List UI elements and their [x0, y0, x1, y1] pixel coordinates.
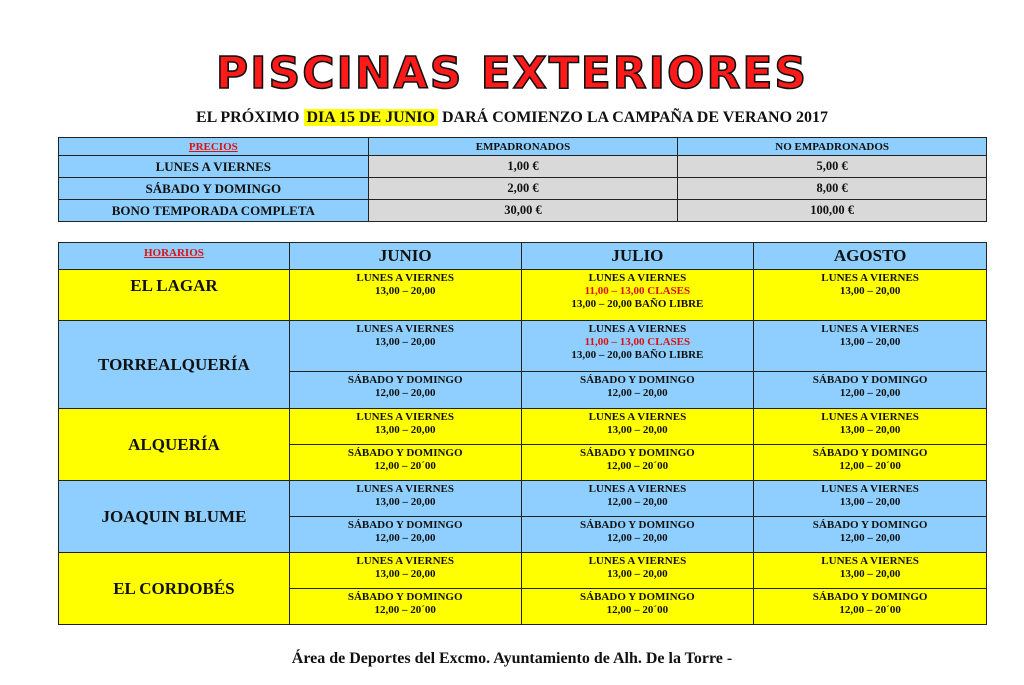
slot-time: 13,00 – 20,00	[374, 568, 436, 580]
slot-days: LUNES A VIERNES	[588, 272, 687, 284]
schedule-cell	[289, 445, 521, 481]
pool-row-joaquin-blume	[59, 481, 987, 517]
price-no-empadronados: 100,00 €	[678, 200, 987, 222]
slot-time: 13,00 – 20,00	[374, 336, 436, 348]
pool-name: JOAQUIN BLUME	[59, 481, 290, 553]
slot-days: LUNES A VIERNES	[821, 272, 919, 284]
subtitle-prefix: EL PRÓXIMO	[195, 109, 300, 126]
horarios-link[interactable]: HORARIOS	[143, 247, 204, 259]
slot-days: LUNES A VIERNES	[588, 483, 687, 495]
schedule-cell	[521, 481, 754, 517]
prices-header-row	[59, 138, 987, 156]
slot-time: 13,00 – 20,00	[374, 496, 436, 508]
slot-time: 12,00 – 20,00	[374, 387, 436, 399]
slot-days: SÁBADO Y DOMINGO	[580, 447, 695, 459]
slot-days: LUNES A VIERNES	[588, 323, 687, 335]
slot-days: SÁBADO Y DOMINGO	[812, 447, 928, 459]
slot-time: 13,00 – 20,00	[607, 424, 668, 436]
slot-days: SÁBADO Y DOMINGO	[580, 591, 695, 603]
schedule-cell	[521, 372, 754, 409]
prices-row	[59, 200, 987, 222]
slot-days: SÁBADO Y DOMINGO	[580, 519, 695, 531]
schedule-cell	[521, 409, 754, 445]
schedule-cell	[289, 270, 521, 321]
schedule-cell	[521, 553, 754, 589]
slot-days: SÁBADO Y DOMINGO	[347, 374, 463, 386]
slot-days: SÁBADO Y DOMINGO	[812, 374, 928, 386]
slot-days: LUNES A VIERNES	[821, 555, 919, 567]
pool-row-alqueria	[59, 409, 987, 445]
prices-header-no-empadronados: NO EMPADRONADOS	[678, 138, 987, 156]
slot-days: LUNES A VIERNES	[588, 411, 687, 423]
pool-name: ALQUERÍA	[59, 409, 290, 481]
schedule-cell	[521, 517, 754, 553]
footer-credit: Área de Deportes del Excmo. Ayuntamiento de Alh. De la Torre -	[291, 650, 733, 667]
price-row-label: SÁBADO Y DOMINGO	[59, 178, 369, 200]
slot-time: 12,00 – 20´00	[374, 460, 436, 472]
schedule-cell	[754, 517, 987, 553]
slot-days: SÁBADO Y DOMINGO	[812, 519, 928, 531]
slot-time: 13,00 – 20,00	[607, 568, 668, 580]
slot-time: 13,00 – 20,00	[839, 336, 901, 348]
slot-time: 12,00 – 20´00	[839, 460, 901, 472]
slot-time: 12,00 – 20´00	[839, 604, 901, 616]
price-empadronados: 2,00 €	[368, 178, 678, 200]
slot-time: 12,00 – 20´00	[606, 604, 669, 616]
prices-row	[59, 156, 987, 178]
schedule-cell	[289, 409, 521, 445]
schedule-cell	[754, 321, 987, 372]
slot-time: 13,00 – 20,00	[374, 285, 436, 297]
slot-time: 12,00 – 20,00	[839, 387, 901, 399]
slot-days: SÁBADO Y DOMINGO	[347, 447, 463, 459]
slot-days: SÁBADO Y DOMINGO	[580, 374, 695, 386]
schedule-cell	[289, 481, 521, 517]
month-julio: JULIO	[521, 243, 754, 270]
slot-days: LUNES A VIERNES	[356, 411, 455, 423]
schedule-cell	[754, 270, 987, 321]
subtitle-suffix: DARÁ COMIENZO LA CAMPAÑA DE VERANO 2017	[441, 109, 829, 126]
slot-time: 13,00 – 20,00	[839, 424, 901, 436]
slot-time: 13,00 – 20,00	[839, 285, 901, 297]
slot-days: LUNES A VIERNES	[356, 483, 455, 495]
price-row-label: BONO TEMPORADA COMPLETA	[59, 200, 369, 222]
schedule-cell	[289, 517, 521, 553]
campaign-subtitle	[0, 108, 1024, 128]
schedule-cell	[521, 321, 754, 372]
pool-row-el-cordobes	[59, 553, 987, 589]
price-no-empadronados: 5,00 €	[678, 156, 987, 178]
pool-row-el-lagar	[59, 270, 987, 321]
slot-time: 13,00 – 20,00	[839, 568, 901, 580]
prices-header-empadronados: EMPADRONADOS	[368, 138, 678, 156]
schedule-cell	[754, 481, 987, 517]
schedule-cell	[289, 553, 521, 589]
slot-classes: 11,00 – 13,00 CLASES	[584, 285, 691, 297]
pool-row-torrealqueria	[59, 321, 987, 372]
pool-name: EL CORDOBÉS	[59, 553, 290, 625]
slot-days: SÁBADO Y DOMINGO	[347, 519, 463, 531]
slot-time: 12,00 – 20,00	[607, 387, 668, 399]
prices-link[interactable]: PRECIOS	[188, 140, 238, 153]
slot-time: 12,00 – 20,00	[607, 532, 668, 544]
slot-days: SÁBADO Y DOMINGO	[812, 591, 928, 603]
page-title: PISCINAS EXTERIORES	[215, 48, 809, 99]
slot-time: 12,00 – 20,00	[839, 532, 901, 544]
price-row-label: LUNES A VIERNES	[59, 156, 369, 178]
slot-classes: 11,00 – 13,00 CLASES	[584, 336, 691, 348]
slot-time: 13,00 – 20,00 BAÑO LIBRE	[571, 349, 704, 361]
schedule-cell	[754, 409, 987, 445]
slot-days: LUNES A VIERNES	[356, 555, 455, 567]
prices-table	[58, 137, 987, 222]
schedule-cell	[521, 589, 754, 625]
slot-time: 12,00 – 20´00	[606, 460, 669, 472]
slot-days: LUNES A VIERNES	[821, 411, 919, 423]
schedule-cell	[754, 553, 987, 589]
pool-name: TORREALQUERÍA	[59, 321, 290, 409]
month-junio: JUNIO	[289, 243, 521, 270]
price-empadronados: 1,00 €	[368, 156, 678, 178]
slot-time: 13,00 – 20,00	[839, 496, 901, 508]
schedule-cell	[289, 372, 521, 409]
slot-time: 13,00 – 20,00 BAÑO LIBRE	[571, 298, 704, 310]
slot-days: LUNES A VIERNES	[356, 323, 455, 335]
price-no-empadronados: 8,00 €	[678, 178, 987, 200]
slot-time: 12,00 – 20,00	[374, 532, 436, 544]
price-empadronados: 30,00 €	[368, 200, 678, 222]
slot-days: LUNES A VIERNES	[821, 323, 919, 335]
schedule-cell	[289, 321, 521, 372]
schedule-cell	[754, 445, 987, 481]
slot-time: 12,00 – 20´00	[374, 604, 436, 616]
prices-row	[59, 178, 987, 200]
schedule-table	[58, 242, 987, 625]
schedule-cell	[754, 589, 987, 625]
slot-days: SÁBADO Y DOMINGO	[347, 591, 463, 603]
slot-days: LUNES A VIERNES	[356, 272, 455, 284]
subtitle-date-highlight: DIA 15 DE JUNIO	[304, 109, 438, 126]
slot-days: LUNES A VIERNES	[588, 555, 687, 567]
pool-name: EL LAGAR	[59, 270, 290, 321]
slot-time: 12,00 – 20,00	[607, 496, 668, 508]
month-agosto: AGOSTO	[754, 243, 987, 270]
schedule-header-row	[59, 243, 987, 270]
schedule-cell	[521, 270, 754, 321]
schedule-cell	[289, 589, 521, 625]
schedule-cell	[521, 445, 754, 481]
slot-days: LUNES A VIERNES	[821, 483, 919, 495]
slot-time: 13,00 – 20,00	[374, 424, 436, 436]
schedule-cell	[754, 372, 987, 409]
